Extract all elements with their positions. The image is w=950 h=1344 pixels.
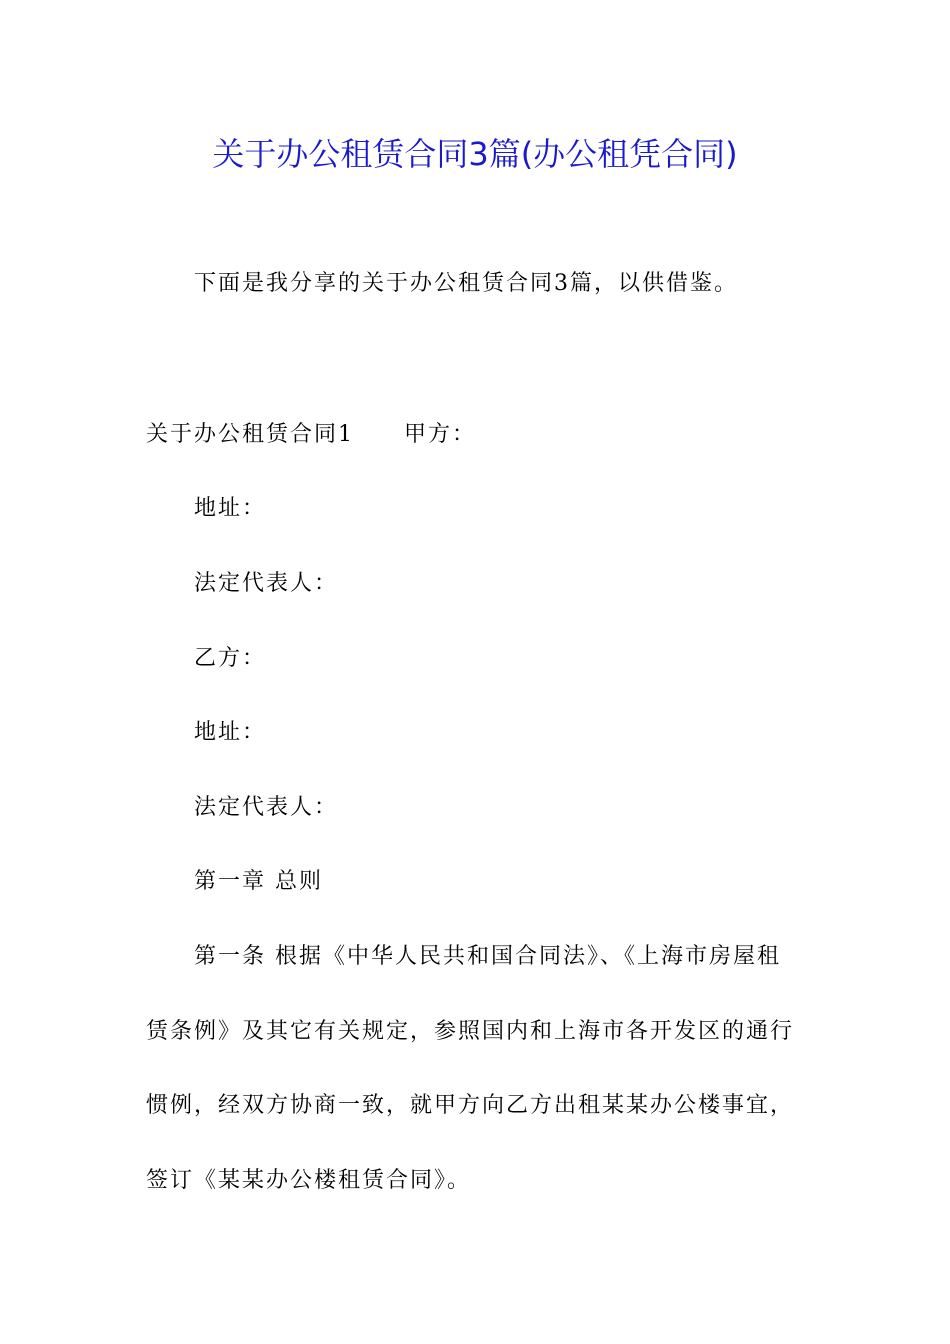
intro-paragraph: 下面是我分享的关于办公租赁合同3篇，以供借鉴。 xyxy=(194,271,738,296)
party-a-representative: 法定代表人： xyxy=(194,571,339,596)
party-b-label: 乙方： xyxy=(194,646,267,671)
party-b-representative: 法定代表人： xyxy=(194,795,339,820)
document-title: 关于办公租赁合同3篇(办公租凭合同) xyxy=(212,135,738,173)
party-a-address: 地址： xyxy=(194,496,267,521)
section-heading-row xyxy=(146,419,476,451)
section-heading: 关于办公租赁合同1 xyxy=(146,422,354,447)
article-one-line-4: 签订《某某办公楼租赁合同》。 xyxy=(146,1168,472,1193)
party-a-label: 甲方： xyxy=(404,422,477,447)
chapter-heading: 第一章 总则 xyxy=(194,869,323,894)
article-one-line-2: 赁条例》及其它有关规定，参照国内和上海市各开发区的通行 xyxy=(146,1019,795,1044)
article-one-line-3: 惯例，经双方协商一致，就甲方向乙方出租某某办公楼事宜， xyxy=(146,1093,795,1118)
article-one-line-1: 第一条 根据《中华人民共和国合同法》、《上海市房屋租 xyxy=(194,944,781,969)
party-b-address: 地址： xyxy=(194,720,267,745)
